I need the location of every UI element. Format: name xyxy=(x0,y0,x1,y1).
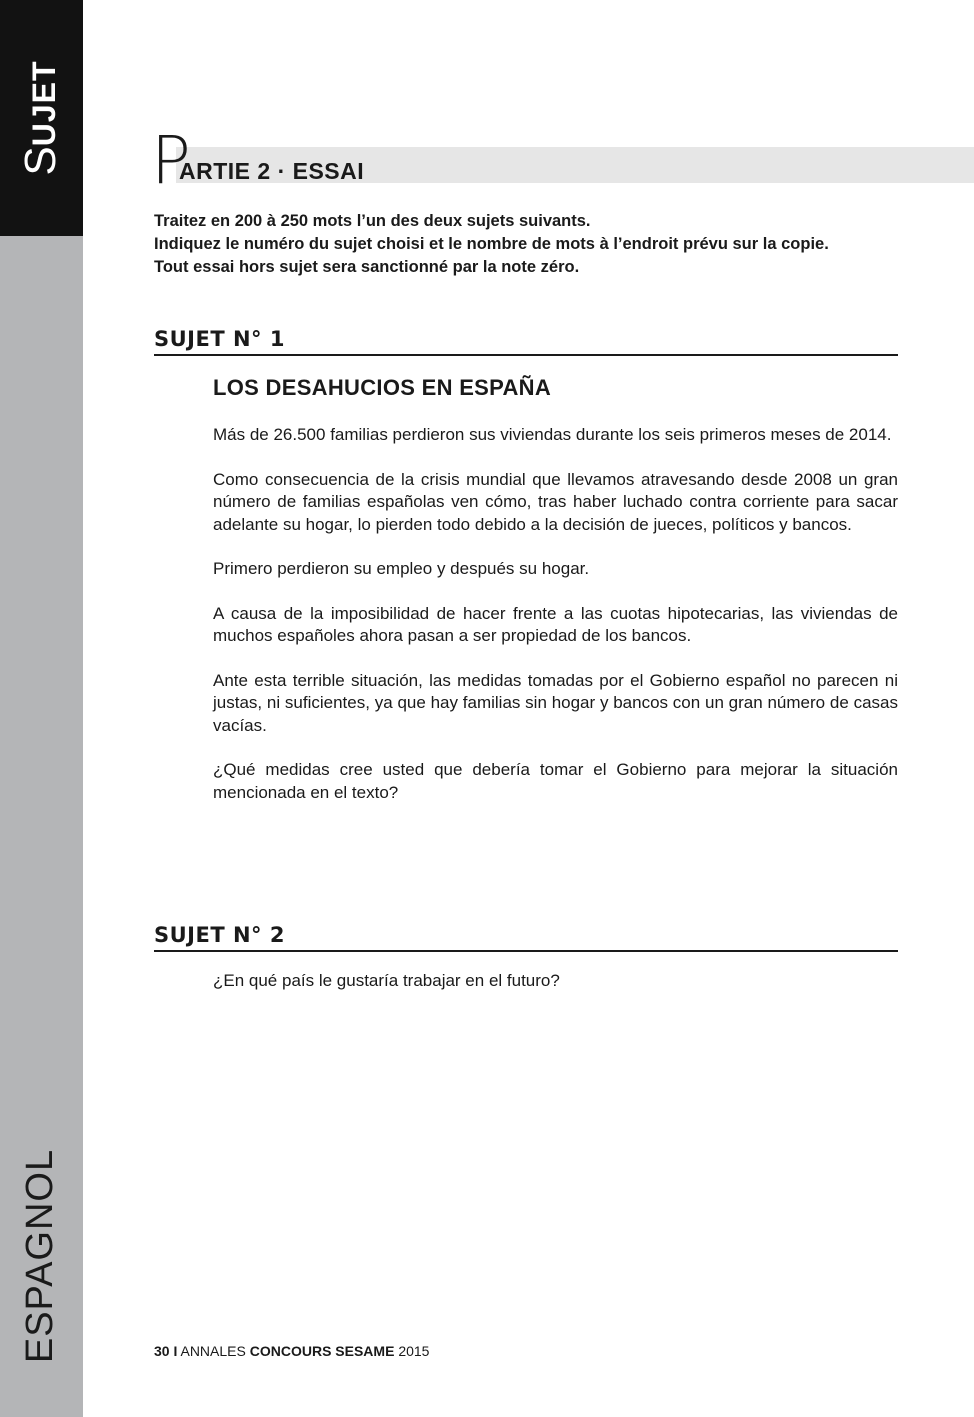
instruction-line: Traitez en 200 à 250 mots l’un des deux sujets suivants. xyxy=(154,212,591,230)
sidebar-section-label: SUJET xyxy=(16,60,65,176)
footer-separator: I xyxy=(173,1343,178,1359)
paragraph: A causa de la imposibilidad de hacer frente a las cuotas hipotecarias, las viviendas de muchos españoles ahora pasan a ser propiedad de los bancos. xyxy=(213,603,898,645)
sujet-1-text xyxy=(213,424,898,826)
paragraph: Como consecuencia de la crisis mundial que llevamos atravesando desde 2008 un gran número de familias españolas ven cómo, tras haber luchado contra corriente para sacar adelante su hogar, lo pierden todo debido a la decisión de jueces, políticos y bancos. xyxy=(213,469,898,534)
paragraph: Más de 26.500 familias perdieron sus viviendas durante los seis primeros meses de 2014. xyxy=(213,425,892,444)
footer-annales: ANNALES xyxy=(180,1343,246,1359)
instruction-line: Tout essai hors sujet sera sanctionné par la note zéro. xyxy=(154,258,580,276)
sujet-2-question: ¿En qué país le gustaría trabajar en el futuro? xyxy=(213,971,560,990)
page-footer xyxy=(154,1344,429,1358)
title-initial: P xyxy=(151,122,191,199)
sujet-1-heading: SUJET N° 1 xyxy=(154,329,898,356)
sujet-1-subtitle: LOS DESAHUCIOS EN ESPAÑA xyxy=(213,375,552,400)
paragraph: Ante esta terrible situación, las medidas tomadas por el Gobierno español no parecen ni justas, ni suficientes, ya que hay familias sin hogar y bancos con un gran número de casas vacías. xyxy=(213,670,898,735)
paragraph: ¿Qué medidas cree usted que debería tomar el Gobierno para mejorar la situación mencionada en el texto? xyxy=(213,760,898,802)
paragraph: Primero perdieron su empleo y después su hogar. xyxy=(213,559,590,578)
sujet-2-heading: SUJET N° 2 xyxy=(154,925,898,952)
footer-concours: CONCOURS SESAME xyxy=(249,1343,395,1359)
page-number: 30 xyxy=(154,1343,170,1359)
instruction-line: Indiquez le numéro du sujet choisi et le nombre de mots à l’endroit prévu sur la copie. xyxy=(154,235,829,253)
sidebar-subject-label: ESPAGNOL xyxy=(19,1148,61,1364)
instructions xyxy=(154,210,914,279)
footer-year: 2015 xyxy=(398,1343,430,1359)
page-title: ARTIE 2 · ESSAI xyxy=(179,158,365,184)
